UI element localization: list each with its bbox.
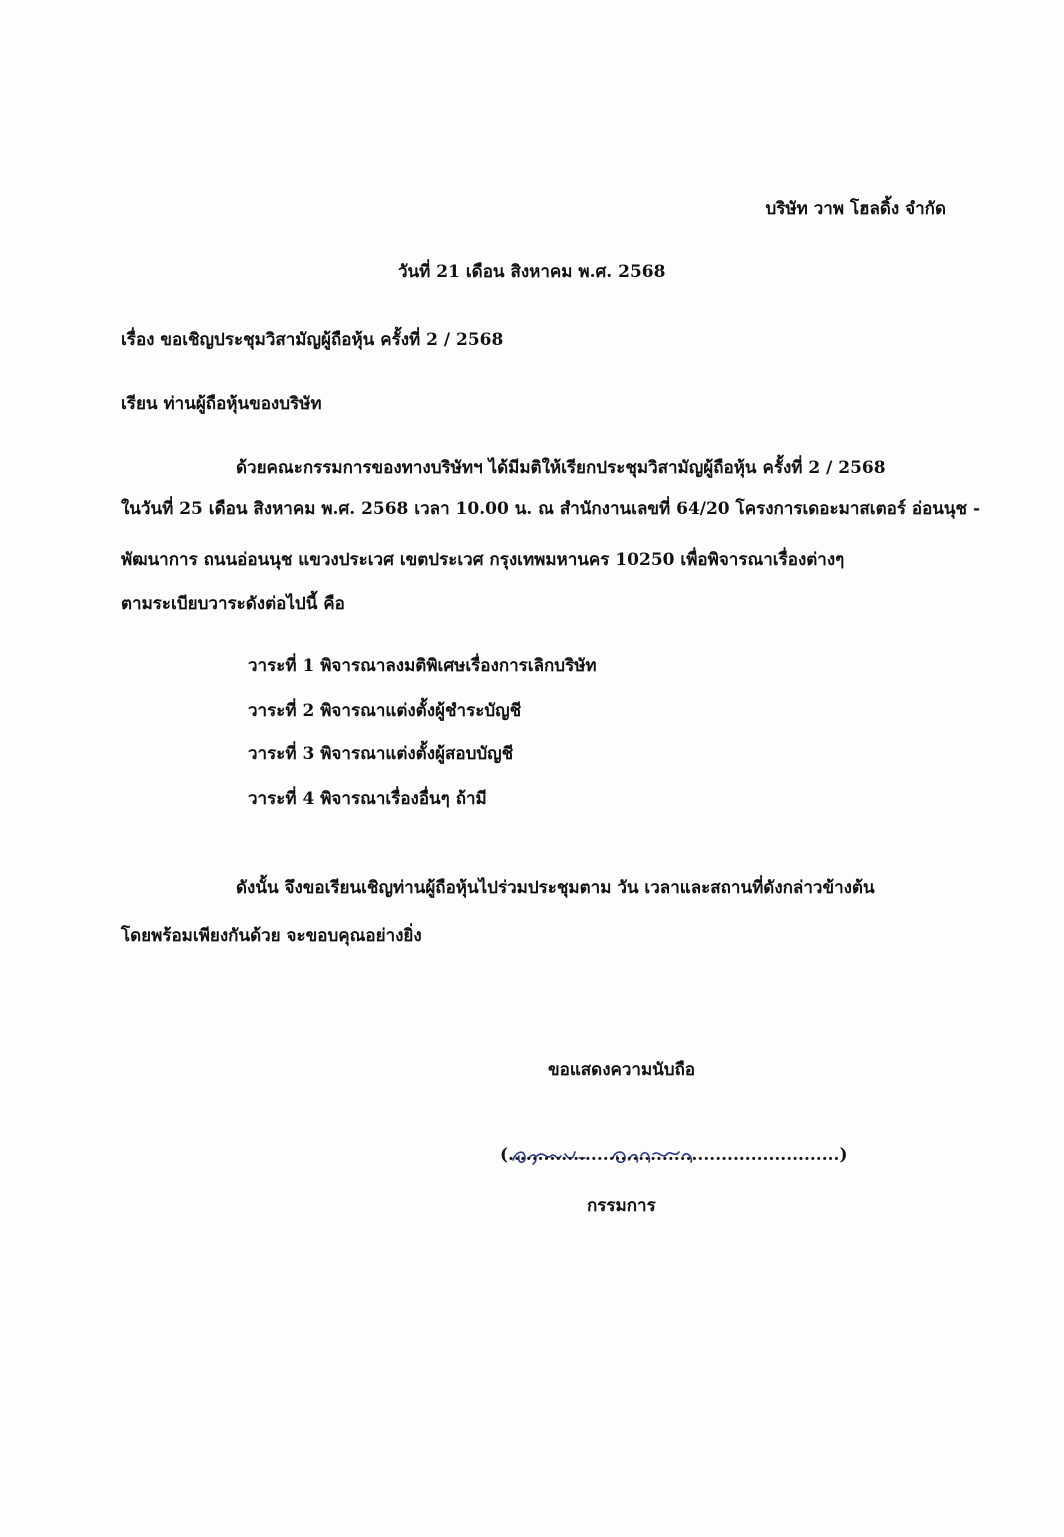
- body-paragraph-1-line-3: พัฒนาการ ถนนอ่อนนุช แขวงประเวศ เขตประเวศ กรุงเทพมหานคร 10250 เพื่อพิจารณาเรื่องต่างๆ: [121, 550, 845, 570]
- closing-phrase: ขอแสดงความนับถือ: [548, 1060, 696, 1080]
- body-paragraph-2-line-2: โดยพร้อมเพียงกันด้วย จะขอบคุณอย่างยิ่ง: [121, 926, 422, 946]
- company-name: บริษัท วาพ โฮลดิ้ง จำกัด: [765, 199, 946, 219]
- letter-date: วันที่ 21 เดือน สิงหาคม พ.ศ. 2568: [398, 262, 666, 282]
- agenda-item-2: วาระที่ 2 พิจารณาแต่งตั้งผู้ชำระบัญชี: [248, 701, 522, 721]
- letter-salutation: เรียน ท่านผู้ถือหุ้นของบริษัท: [121, 394, 322, 414]
- body-paragraph-2-line-1: ดังนั้น จึงขอเรียนเชิญท่านผู้ถือหุ้นไปร่วมประชุมตาม วัน เวลาและสถานที่ดังกล่าวข้างต้น: [236, 878, 875, 898]
- letter-subject: เรื่อง ขอเชิญประชุมวิสามัญผู้ถือหุ้น ครั้งที่ 2 / 2568: [121, 330, 504, 350]
- body-paragraph-1-line-4: ตามระเบียบวาระดังต่อไปนี้ คือ: [121, 594, 345, 614]
- signer-title: กรรมการ: [587, 1196, 656, 1216]
- agenda-item-3: วาระที่ 3 พิจารณาแต่งตั้งผู้สอบบัญชี: [248, 744, 514, 764]
- agenda-item-1: วาระที่ 1 พิจารณาลงมติพิเศษเรื่องการเลิกบริษัท: [248, 656, 597, 676]
- signature-line: (........................................................): [500, 1145, 848, 1165]
- body-paragraph-1-line-2: ในวันที่ 25 เดือน สิงหาคม พ.ศ. 2568 เวลา 10.00 น. ณ สำนักงานเลขที่ 64/20 โครงการเดอะมาสเตอร์ อ่อนนุช -: [121, 499, 981, 519]
- body-paragraph-1-line-1: ด้วยคณะกรรมการของทางบริษัทฯ ได้มีมติให้เรียกประชุมวิสามัญผู้ถือหุ้น ครั้งที่ 2 / 2568: [236, 458, 886, 478]
- agenda-item-4: วาระที่ 4 พิจารณาเรื่องอื่นๆ ถ้ามี: [248, 789, 487, 809]
